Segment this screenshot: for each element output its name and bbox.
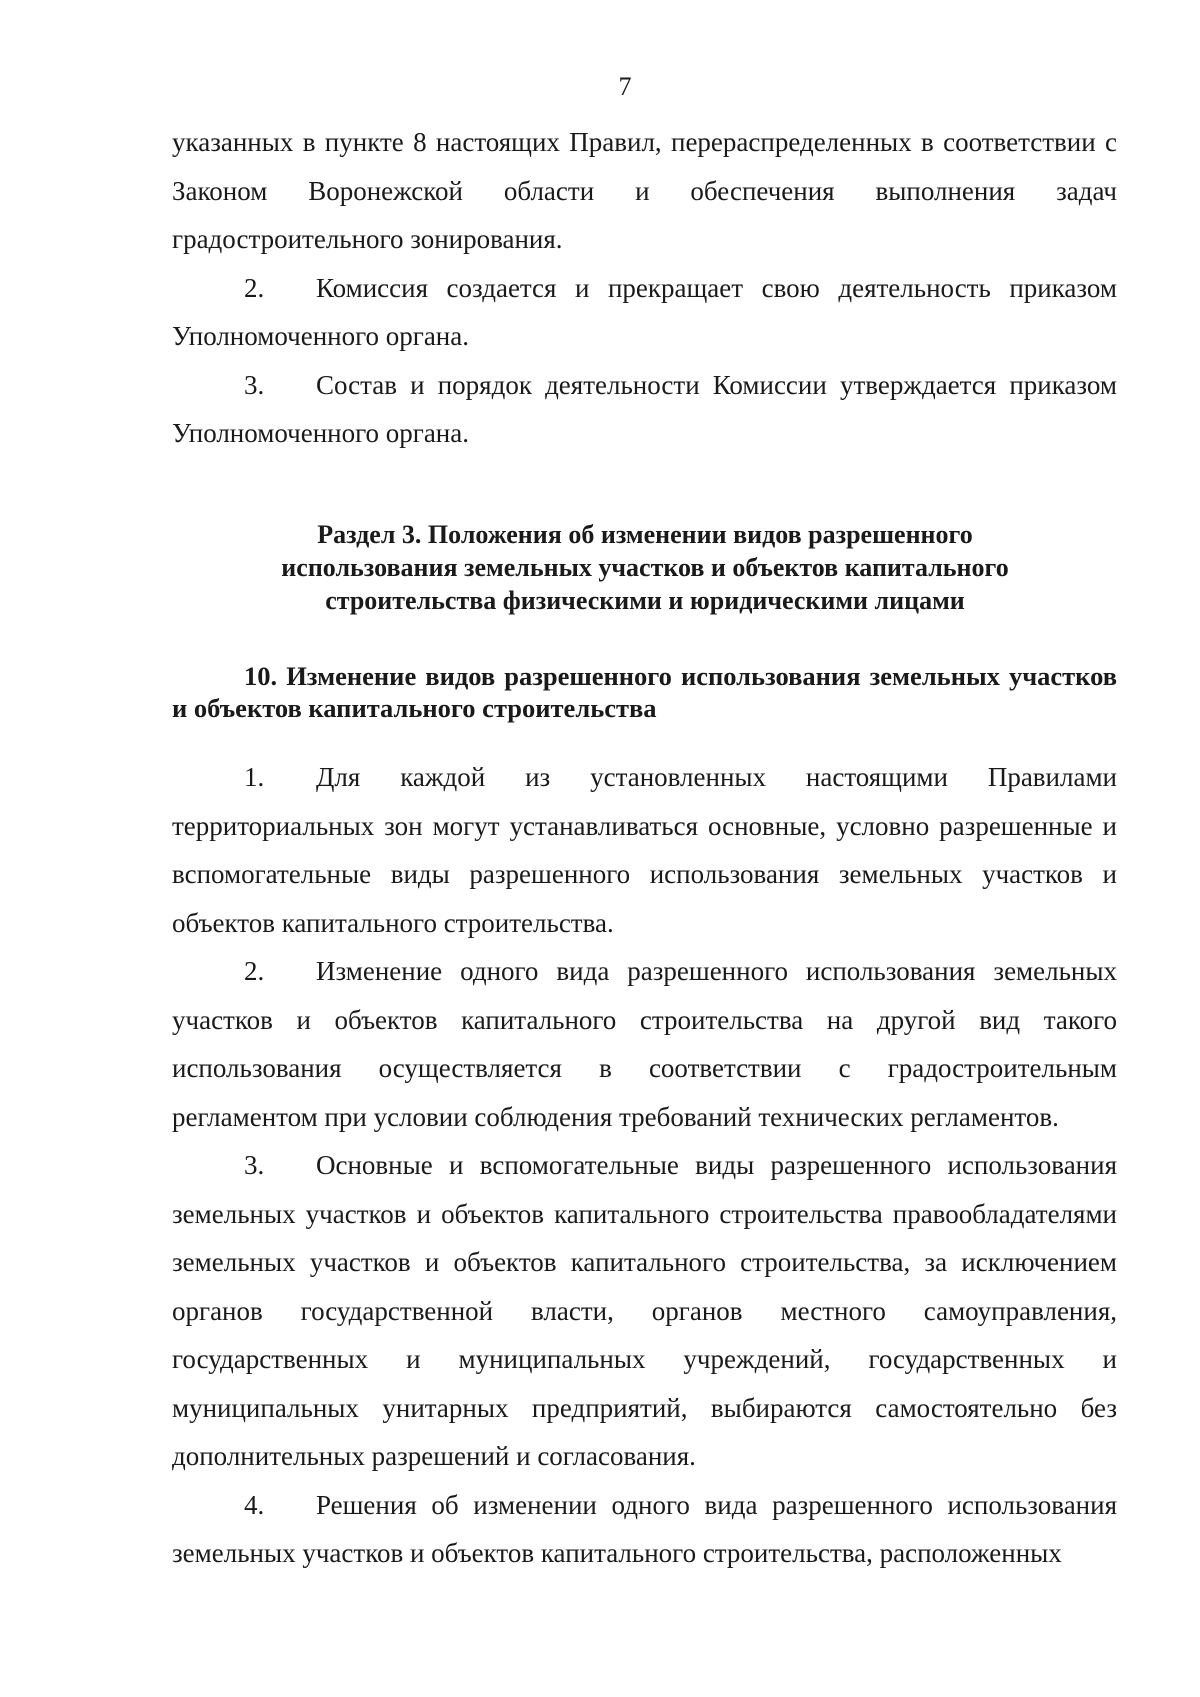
paragraph-text: Основные и вспомогательные виды разрешенного использования земельных участков и объектов капитального строительства правообладателями земельных участков и объектов капитального строительства, за исключением органов государственной власти, органов местного самоуправления, государственных и муниципальных учреждений, государственных и муниципальных унитарных предприятий, выбираются самостоятельно без дополнительных разрешений и согласования. [172, 1150, 1117, 1471]
article-paragraph-1 [172, 753, 1117, 947]
article-number: 10. [244, 661, 278, 691]
paragraph-number: 4. [244, 1489, 265, 1520]
paragraph-number: 3. [244, 369, 265, 400]
top-paragraphs [172, 118, 1117, 458]
paragraph-number: 1. [244, 762, 265, 792]
page-number: 7 [618, 72, 632, 101]
article-paragraph-3 [172, 1141, 1117, 1481]
paragraph-text: Решения об изменении одного вида разрешенного использования земельных участков и объектов капитального строительства, расположенных [172, 1489, 1117, 1568]
article-paragraph-4 [172, 1481, 1117, 1578]
paragraph-2 [172, 264, 1117, 361]
paragraph-number: 2. [244, 272, 265, 303]
section-title: Раздел 3. Положения об изменении видов разрешенного использования земельных участков и объектов капитального строительства физическими и юридическими лицами [281, 520, 1009, 615]
paragraph-number: 2. [244, 956, 265, 986]
paragraph-continuation [172, 118, 1117, 264]
article-title [172, 660, 1117, 724]
paragraph-text: Для каждой из установленных настоящими Правилами территориальных зон могут устанавливаться основные, условно разрешенные и вспомогательные виды разрешенного использования земельных участков и объектов капитального строительства. [172, 762, 1117, 938]
paragraph-text: Комиссия создается и прекращает свою деятельность приказом Уполномоченного органа. [172, 272, 1117, 351]
paragraph-text: Изменение одного вида разрешенного использования земельных участков и объектов капитального строительства на другой вид такого использования осуществляется в соответствии с градостроительным регламентом при условии соблюдения требований технических регламентов. [172, 956, 1117, 1132]
article-paragraph-2 [172, 947, 1117, 1141]
paragraph-3 [172, 361, 1117, 458]
paragraph-number: 3. [244, 1150, 265, 1180]
article-title-text: Изменение видов разрешенного использования земельных участков и объектов капитального строительства [172, 661, 1118, 723]
paragraph-text: Состав и порядок деятельности Комиссии утверждается приказом Уполномоченного органа. [172, 369, 1117, 448]
paragraph-text: указанных в пункте 8 настоящих Правил, перераспределенных в соответствии с Законом Воронежской области и обеспечения выполнения задач градостроительного зонирования. [172, 127, 1117, 254]
article-paragraphs [172, 753, 1117, 1578]
